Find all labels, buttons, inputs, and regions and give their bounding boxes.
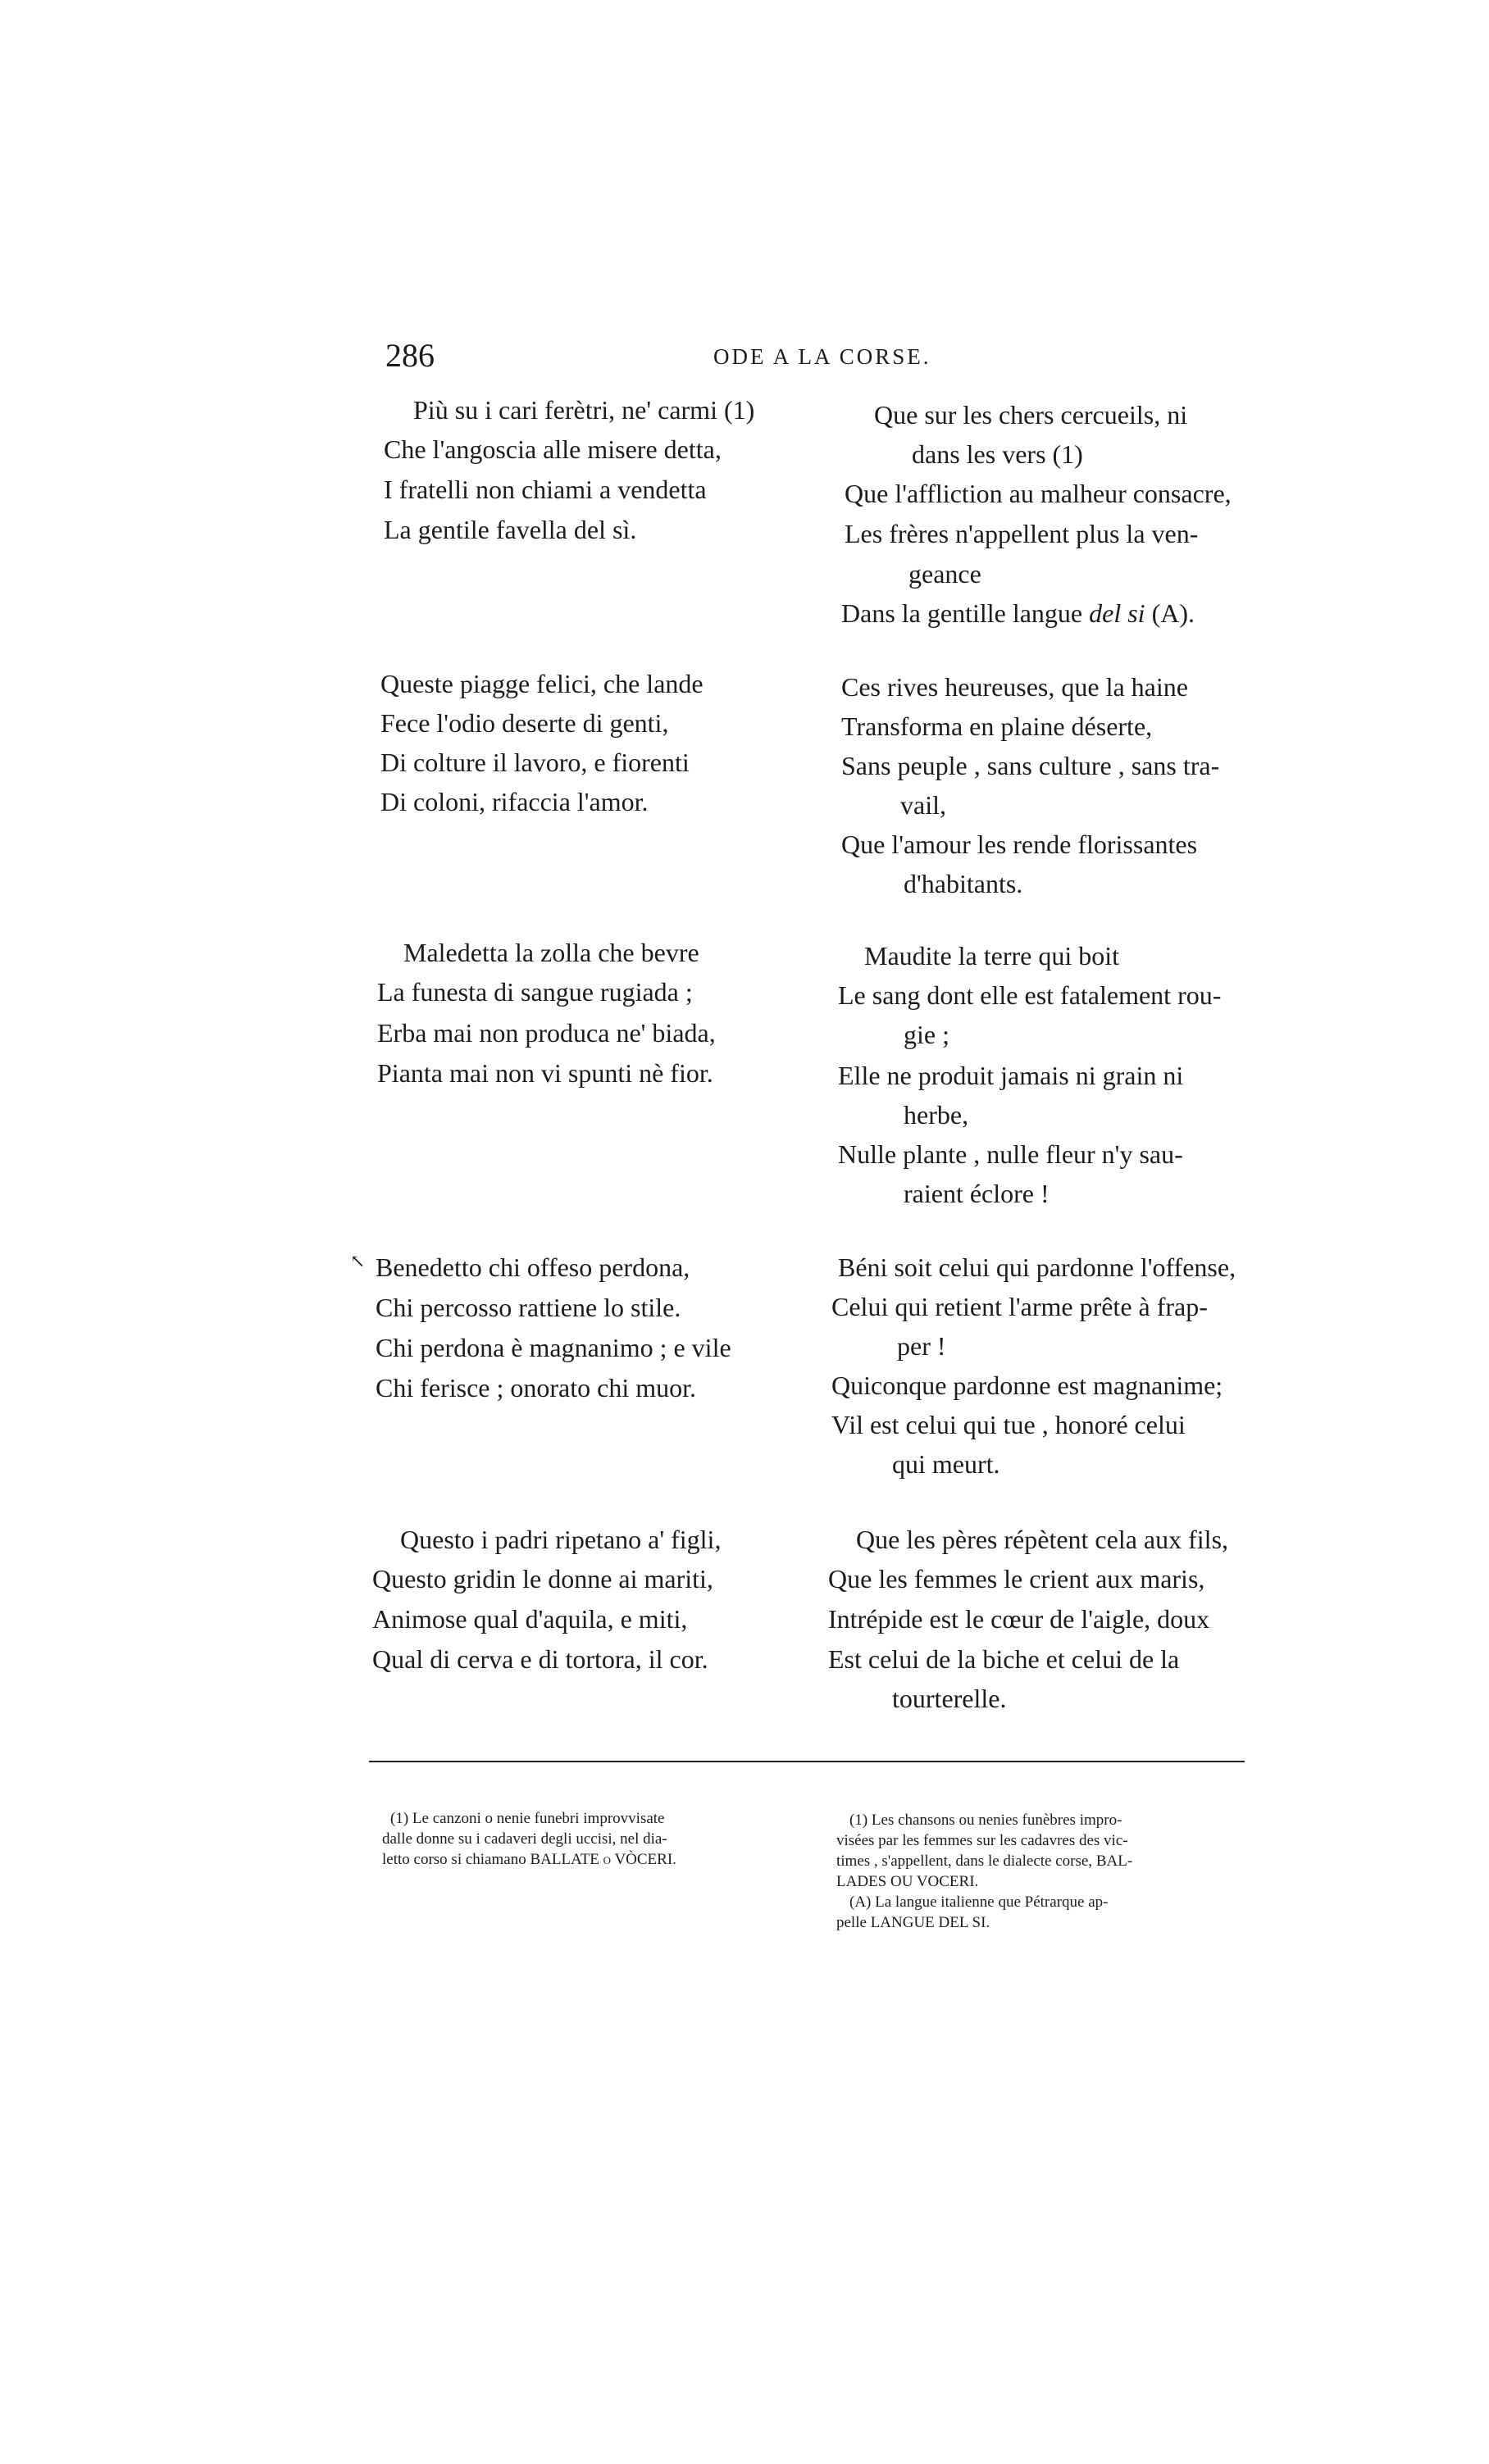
verse-line: I fratelli non chiami a vendetta	[384, 475, 707, 504]
verse-line: raient éclore !	[904, 1179, 1050, 1208]
verse-line: Chi perdona è magnanimo ; e vile	[376, 1333, 731, 1362]
verse-line: Béni soit celui qui pardonne l'offense,	[838, 1252, 1236, 1282]
verse-line: Che l'angoscia alle misere detta,	[384, 434, 722, 464]
verse-line: Animose qual d'aquila, e miti,	[372, 1604, 688, 1634]
verse-line: Nulle plante , nulle fleur n'y sau-	[838, 1139, 1183, 1169]
verse-line: Que l'affliction au malheur consacre,	[845, 479, 1232, 508]
verse-line: Di coloni, rifaccia l'amor.	[380, 787, 649, 816]
footnote-line: (1) Le canzoni o nenie funebri improvvisate	[390, 1810, 665, 1827]
verse-line: herbe,	[904, 1100, 969, 1130]
footnote-term: BALLATE o VÒCERI.	[530, 1851, 676, 1868]
verse-line: Transforma en plaine déserte,	[841, 711, 1153, 741]
footnote-term: LANGUE DEL SI.	[870, 1914, 990, 1931]
verse-line: Questo gridin le donne ai mariti,	[372, 1564, 713, 1593]
verse-line: Di colture il lavoro, e fiorenti	[380, 748, 690, 777]
verse-line: Qual di cerva e di tortora, il cor.	[372, 1644, 708, 1674]
page-number: 286	[385, 337, 435, 374]
verse-line: Les frères n'appellent plus la ven-	[845, 519, 1199, 548]
verse-line: gie ;	[904, 1020, 949, 1049]
verse-line	[841, 597, 1195, 630]
verse-line: Maledetta la zolla che bevre	[403, 938, 699, 967]
footnote-line: (1) Les chansons ou nenies funèbres impro-	[849, 1812, 1122, 1829]
footnote-text: times , s'appellent, dans le dialecte corse,	[836, 1853, 1093, 1870]
verse-line: Ces rives heureuses, que la haine	[841, 672, 1188, 702]
verse-line: Que sur les chers cercueils, ni	[874, 400, 1188, 430]
verse-line: Benedetto chi offeso perdona,	[376, 1252, 690, 1282]
verse-line: vail,	[900, 790, 946, 820]
margin-mark: ↖	[350, 1251, 366, 1271]
verse-line: geance	[908, 559, 981, 589]
footnote-rule	[369, 1761, 1245, 1762]
verse-line: Erba mai non produca ne' biada,	[377, 1018, 716, 1048]
verse-line: Est celui de la biche et celui de la	[828, 1644, 1180, 1674]
verse-line: d'habitants.	[904, 869, 1023, 898]
verse-line: Intrépide est le cœur de l'aigle, doux	[828, 1604, 1210, 1634]
verse-text: Dans la gentille langue	[841, 598, 1083, 628]
footnote-line: dalle donne su i cadaveri degli uccisi, nel dia-	[382, 1830, 667, 1848]
footnote-line	[382, 1849, 676, 1870]
footnote-line	[836, 1912, 990, 1933]
running-title: ODE A LA CORSE.	[713, 344, 931, 369]
verse-line: Que l'amour les rende florissantes	[841, 830, 1198, 859]
verse-line: Sans peuple , sans culture , sans tra-	[841, 751, 1220, 780]
verse-line: Fece l'odio deserte di genti,	[380, 708, 669, 738]
verse-line: Chi percosso rattiene lo stile.	[376, 1293, 681, 1322]
verse-line: dans les vers (1)	[912, 439, 1083, 469]
verse-line: Celui qui retient l'arme prête à frap-	[831, 1292, 1208, 1321]
verse-line: Questo i padri ripetano a' figli,	[400, 1525, 722, 1554]
verse-line: Que les femmes le crient aux maris,	[828, 1564, 1205, 1593]
verse-line: Elle ne produit jamais ni grain ni	[838, 1061, 1184, 1090]
footnote-text: letto corso si chiamano	[382, 1851, 526, 1868]
verse-line: La gentile favella del sì.	[384, 515, 637, 544]
note-ref: (A).	[1151, 598, 1195, 628]
verse-line: Que les pères répètent cela aux fils,	[856, 1525, 1229, 1554]
verse-line: tourterelle.	[892, 1684, 1007, 1713]
verse-line: Più su i cari ferètri, ne' carmi (1)	[413, 395, 755, 425]
footnote-line: (A) La langue italienne que Pétrarque ap-	[849, 1893, 1109, 1911]
footnote-line	[836, 1851, 1132, 1871]
verse-line: Maudite la terre qui boit	[864, 941, 1120, 971]
verse-line: Pianta mai non vi spunti nè fior.	[377, 1058, 713, 1088]
verse-line: Queste piagge felici, che lande	[380, 669, 704, 698]
footnote-text: pelle	[836, 1914, 867, 1931]
verse-line: Chi ferisce ; onorato chi muor.	[376, 1373, 697, 1402]
verse-line: La funesta di sangue rugiada ;	[377, 977, 693, 1007]
footnote-line: visées par les femmes sur les cadavres des vic-	[836, 1832, 1128, 1849]
emphasis-del-si: del si	[1089, 598, 1145, 628]
footnote-term: BAL-	[1095, 1853, 1133, 1870]
verse-line: per !	[897, 1331, 946, 1361]
verse-line: qui meurt.	[892, 1449, 1000, 1479]
verse-line: Le sang dont elle est fatalement rou-	[838, 980, 1222, 1010]
verse-line: Quiconque pardonne est magnanime;	[831, 1371, 1223, 1400]
footnote-line: LADES OU VOCERI.	[836, 1873, 979, 1890]
verse-line: Vil est celui qui tue , honoré celui	[831, 1410, 1186, 1439]
